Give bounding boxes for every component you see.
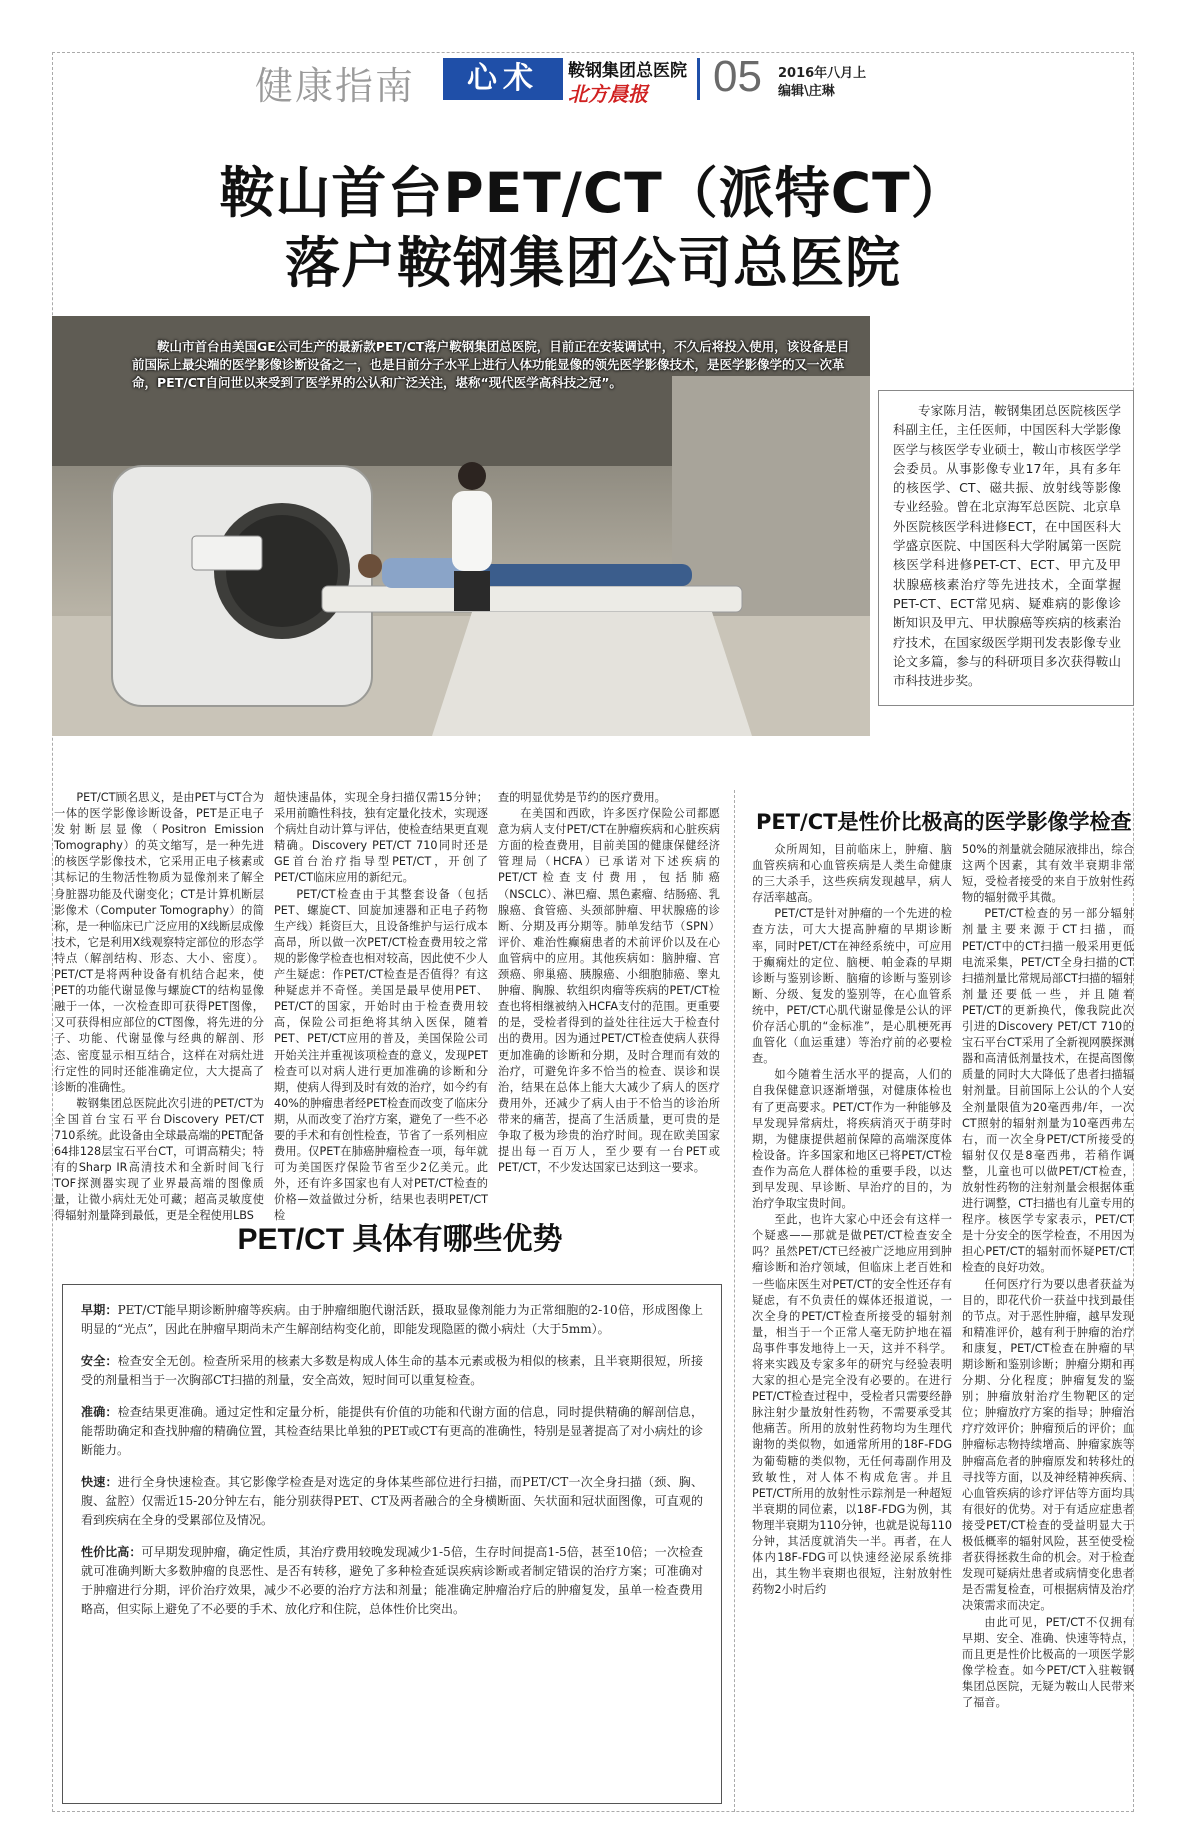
advantage-label: 早期： [81, 1303, 118, 1317]
advantage-text: 进行全身快速检查。其它影像学检查是对选定的身体某些部位进行扫描，而PET/CT一次全身扫描（颈、胸、腹、盆腔）仅需近15-20分钟左右，能分别获得PET、CT及两者融合的全身横断面、矢状面和冠状面图像，可直观的看到疾病在全身的受累部位及情况。 [81, 1475, 703, 1527]
newspaper-name: 北方晨报 [568, 82, 648, 106]
subheading-advantages: PET/CT 具体有哪些优势 [237, 1223, 563, 1256]
scanner-bore-inner [226, 515, 338, 627]
patient-legs [472, 564, 692, 586]
photo-caption: 鞍山市首台由美国GE公司生产的最新款PET/CT落户鞍钢集团总医院，目前正在安装调试中，不久后将投入使用，该设备是目前国际上最尖端的医学影像诊断设备之一，也是目前分子水平上进行人体功能显像的领先医学影像技术，是医学影像学的又一次革命，PET/CT自问世以来受到了医学界的公认和广泛关注，堪称“现代医学高科技之冠”。 [132, 339, 850, 390]
doctor-legs [454, 571, 490, 611]
table-base [432, 612, 752, 736]
section-title: 健康指南 [255, 64, 416, 108]
column-divider [734, 790, 735, 1812]
paragraph: 在美国和西欧，许多医疗保险公司都愿意为病人支付PET/CT在肿瘤疾病和心脏疾病方面的检查费用，目前美国的健康保健经济管理局（HCFA）已承诺对下述疾病的PET/CT检查支付费用，包括肺癌（NSCLC）、淋巴瘤、黑色素瘤、结肠癌、乳腺癌、食管癌、头颈部肿瘤、甲状腺癌的诊断、分期及再分期等。肺单发结节（SPN）评价、难治性癫痫患者的术前评价以及在心血管病中的应用。其他疾病如：脑肿瘤、宫颈癌、卵巢癌、胰腺癌、小细胞肺癌、睾丸肿瘤、胸腺、软组织肉瘤等疾病的PET/CT检查也将相继被纳入HCFA支付的范围。更重要的是，受检者得到的益处往往远大于检查付出的费用。因为通过PET/CT检查使病人获得更加准确的诊断和分期，及时合理而有效的治疗，可避免许多不恰当的检查、误诊和误治，结果在总体上能大大减少了病人的医疗费用外，还减少了病人由于不恰当的诊治所带来的痛苦，提高了生活质量，更可贵的是争取了极为珍贵的治疗时间。现在欧美国家提出每一百万人，至少要有一台PET或PET/CT，不少发达国家已达到这一要求。 [498, 807, 720, 1175]
paragraph: 查的明显优势是节约的医疗费用。 [498, 791, 666, 804]
paragraph: 由此可见，PET/CT不仅拥有早期、安全、准确、快速等特点，而且更是性价比极高的一项医学影像学检查。如今PET/CT入驻鞍钢集团总医院，无疑为鞍山人民带来了福音。 [962, 1615, 1134, 1709]
advantage-label: 准确： [81, 1405, 118, 1419]
paragraph: PET/CT是针对肿瘤的一个先进的检查方法，可大大提高肿瘤的早期诊断率，同时PET/CT在神经系统中，可应用于癫痫灶的定位、脑梗、帕金森的早期诊断与鉴别诊断、脑瘤的诊断与鉴别诊断、分级、复发的鉴别等，在心血管系统中，PET/CT心肌代谢显像是公认的评价存活心肌的“金标准”，是心肌梗死再血管化（血运重建）等治疗前的必要检查。 [752, 907, 952, 1066]
paragraph: 任何医疗行为要以患者获益为目的，即花代价一获益中找到最佳的节点。对于恶性肿瘤，越早发现和精准评价，越有利于肿瘤的治疗和康复，PET/CT检查在肿瘤的早期诊断和鉴别诊断；肿瘤分期和再分期、分化程度；肿瘤复发的鉴别；肿瘤放射治疗生物靶区的定位；肿瘤放疗方案的指导；肿瘤治疗疗效评价；肿瘤预后的评价；血肿瘤标志物持续增高、肿瘤家族等肿瘤高危者的肿瘤原发和转移灶的寻找等方面，以及神经精神疾病、心血管疾病的诊疗评估等方面均具有很好的优势。对于有适应症患者接受PET/CT检查的受益明显大于极低概率的辐射风险，甚至使受检者获得拯救生命的机会。对于检查发现可疑病灶患者或病情变化患者是否需复检查，可根据病情及治疗决策需求而决定。 [962, 1277, 1134, 1613]
advantages-box [62, 1284, 722, 1804]
advantage-safe [81, 1352, 703, 1390]
doctor-coat [452, 491, 492, 571]
paragraph: 50%的剂量就会随尿液排出，综合这两个因素，其有效半衰期非常短，受检者接受的来自于放射性药物的辐射微乎其微。 [962, 843, 1134, 905]
hospital-name: 鞍钢集团总医院 [568, 61, 687, 81]
advantage-cost-effective [81, 1543, 703, 1619]
article-column-3 [498, 790, 720, 1175]
article-column-1 [54, 790, 264, 1223]
editor-credit: 编辑\庄琳 [778, 84, 835, 99]
paragraph: 众所周知，目前临床上，肿瘤、脑血管疾病和心血管疾病是人类生命健康的三大杀手，这些疾病发现越早，病人存活率越高。 [752, 843, 952, 905]
paragraph: PET/CT顾名思义，是由PET与CT合为一体的医学影像诊断设备，PET是正电子发射断层显像（Positron Emission Tomography）的英文缩写，是一种先进的核医学影像技术，它采用正电子核素或其标记的生物活性物质为显像剂来了解全身脏器功能及代谢变化；CT是计算机断层影像术（Computer Tomography）的简称，是一种临床已广泛应用的X线断层成像技术，它是利用X线观察特定部位的形态学特点（解剖结构、形态、大小、密度）。PET/CT是将两种设备有机结合起来，使PET的功能代谢显像与螺旋CT的结构显像融于一体，一次检查即可获得PET图像，又可获得相应部位的CT图像，将先进的分子、功能、代谢显像与经典的解剖、形态、密度显示相互结合，这样在对病灶进行定性的同时还能准确定位，大大提高了诊断的准确性。 [54, 791, 264, 1094]
advantage-text: 可早期发现肿瘤，确定性质，其治疗费用较晚发现减少1-5倍，生存时间提高1-5倍，甚至10倍；一次检查就可准确判断大多数肿瘤的良恶性、是否有转移，避免了多种检查延误疾病诊断或者制定错误的治疗方案；可准确对于肿瘤进行分期，评价治疗效果，减少不必要的治疗方法和剂量；能准确定肿瘤治疗后的肿瘤复发，虽单一检查费用略高，但实际上避免了不必要的手术、放化疗和住院，总体性价比突出。 [81, 1545, 703, 1616]
doctor-head [458, 462, 486, 490]
paragraph: PET/CT检查由于其整套设备（包括PET、螺旋CT、回旋加速器和正电子药物生产线）耗资巨大，且设备维护与运行成本高昂，所以做一次PET/CT检查费用较之常规的影像学检查也相对较高，因此使不少人产生疑虑：作PET/CT检查是否值得？有这种疑虑并不奇怪。美国是最早使用PET、PET/CT的国家，开始时由于检查费用较高，保险公司拒绝将其纳入医保，随着PET、PET/CT应用的普及，美国保险公司开始关注并重视该项检查的意义，发现PET检查可以对病人进行更加准确的诊断和分期，使病人得到及时有效的治疗，如今约有40%的肿瘤患者经PET检查而改变了临床分期，从而改变了治疗方案，避免了一些不必要的手术和有创性检查，节省了一系列相应费用。仅PET在肺癌肿瘤检查一项，每年就可为美国医疗保险节省至少2亿美元。此外，还有许多国家也有人对PET/CT检查的价格—效益做过分析，结果也表明PET/CT检 [274, 887, 488, 1223]
paragraph: PET/CT检查的另一部分辐射剂量主要来源于CT扫描，而PET/CT中的CT扫描一般采用更低电流采集，PET/CT全身扫描的CT扫描剂量比常规局部CT扫描的辐射剂量还要低一些，并且随着PET/CT的更新换代，像我院此次引进的Discovery PET/CT 710的宝石平台CT采用了全新视网膜探测器和高清低剂量技术，在提高图像质量的同时大大降低了患者扫描辐射剂量。目前国际上公认的个人安全剂量限值为20毫西弗/年，一次CT照射的辐射剂量为10毫西弗左右，而一次全身PET/CT所接受的辐射仅仅是8毫西弗，若稍作调整，儿童也可以做PET/CT检查，放射性药物的注射剂量会根据体重进行调整，CT扫描也有儿童专用的程序。核医学专家表示，PET/CT是十分安全的医学检查，不用因为担心PET/CT的辐射而怀疑PET/CT检查的良好功效。 [962, 907, 1134, 1275]
expert-bio: 专家陈月洁，鞍钢集团总医院核医学科副主任，主任医师，中国医科大学影像医学与核医学专业硕士，鞍山市核医学学会委员。从事影像专业17年，具有多年的核医学、CT、磁共振、放射线等影像专业经验。曾在北京海军总医院、北京阜外医院核医学科进修ECT，在中国医科大学盛京医院、中国医科大学附属第一医院核医学科进修PET-CT、ECT、甲亢及甲状腺癌核素治疗等先进技术，全面掌握PET-CT、ECT常见病、疑难病的影像诊断知识及甲亢、甲状腺癌等疾病的核素治疗技术，在国家级医学期刊发表影像专业论文多篇，参与的科研项目多次获得鞍山市科技进步奖。 [878, 390, 1134, 706]
advantage-early [81, 1301, 703, 1339]
advantage-text: 检查结果更准确。通过定性和定量分析，能提供有价值的功能和代谢方面的信息，同时提供精确的解剖信息，能帮助确定和查找肿瘤的精确位置，其检查结果比单独的PET或CT有更高的准确性，特别是显著提高了对小病灶的诊断能力。 [81, 1405, 703, 1457]
paragraph: 至此，也许大家心中还会有这样一个疑惑——那就是做PET/CT检查安全吗？虽然PET/CT已经被广泛地应用到肿瘤诊断和治疗领域，但临床上老百姓和一些临床医生对PET/CT的安全性还存有疑虑，有不负责任的媒体还报道说，一次全身的PET/CT检查所接受的辐射剂量，相当于一个正常人毫无防护地在福岛事件事发地待上一天，这并不科学。将来实践及专家多年的研究与经验表明大家的担心是完全没有必要的。在进行PET/CT检查过程中，受检者只需要经静脉注射少量放射性药物，不需要承受其他痛苦。所用的放射性药物均为生理代谢物的类似物，如通常所用的18F-FDG为葡萄糖的类似物，无任何毒副作用及致敏性，对人体不构成危害。并且PET/CT所用的放射性示踪剂是一种超短半衰期的同位素，以18F-FDG为例，其物理半衰期为110分钟，也就是说每110分钟，其活度就消失一半。再者，在人体内18F-FDG可以快速经泌尿系统排出，其生物半衰期也很短，注射放射性药物2小时后约 [752, 1213, 952, 1597]
pet-ct-photo [52, 316, 870, 736]
scanner-panel [192, 536, 262, 570]
paragraph: 如今随着生活水平的提高，人们的自我保健意识逐渐增强，对健康体检也有了更高要求。PET/CT作为一种能够及早发现异常病灶，将疾病消灭于萌芽时期，为健康提供超前保障的高端深度体检设备。许多国家和地区已将PET/CT检查作为高危人群体检的重要手段，以达到早发现、早诊断、早治疗的目的，为治疗争取宝贵时间。 [752, 1068, 952, 1211]
article-column-4 [752, 842, 952, 1810]
advantage-accurate [81, 1403, 703, 1460]
page-number: 05 [713, 52, 762, 101]
patient-head [358, 554, 382, 578]
issue-date: 2016年八月上 [778, 66, 867, 81]
advantage-label: 安全： [81, 1354, 118, 1368]
subheading-value: PET/CT是性价比极高的医学影像学检查 [756, 810, 1132, 834]
article-column-5 [962, 842, 1134, 1810]
advantage-label: 快速： [81, 1475, 118, 1489]
headline-line-1: 鞍山首台PET/CT（派特CT） [219, 161, 967, 225]
headline [60, 158, 1126, 298]
advantage-label: 性价比高： [81, 1545, 142, 1559]
column-logo: 心术 [443, 58, 563, 100]
patient-table [322, 586, 742, 612]
advantage-fast [81, 1473, 703, 1530]
article-column-2 [274, 790, 488, 1223]
paragraph: 鞍钢集团总医院此次引进的PET/CT为全国首台宝石平台Discovery PET/CT 710系统。此设备由全球最高端的PET配备64排128层宝石平台CT，可谓高精尖；特有的Sharp IR高清技术和全新时间飞行TOF探测器实现了业界最高端的图像质量，让微小病灶无处可藏；超高灵敏度使得辐射剂量降到最低，更是全程使用LBS [54, 1096, 264, 1223]
paragraph: 超快速晶体，实现全身扫描仅需15分钟；采用前瞻性科技，独有定量化技术，实现逐个病灶自动计算与评估，使检查结果更直观精确。Discovery PET/CT 710同时还是GE首台治疗指导型PET/CT，开创了PET/CT临床应用的新纪元。 [274, 791, 488, 885]
header-divider [697, 58, 700, 100]
advantage-text: 检查安全无创。检查所采用的核素大多数是构成人体生命的基本元素或极为相似的核素，且半衰期很短，所接受的剂量相当于一次胸部CT扫描的剂量，安全高效，短时间可以重复检查。 [81, 1354, 703, 1387]
advantage-text: PET/CT能早期诊断肿瘤等疾病。由于肿瘤细胞代谢活跃，摄取显像剂能力为正常细胞的2-10倍，形成图像上明显的“光点”，因此在肿瘤早期尚未产生解剖结构变化前，即能发现隐匿的微小病灶（大于5mm）。 [81, 1303, 703, 1336]
headline-line-2: 落户鞍钢集团公司总医院 [284, 231, 901, 295]
